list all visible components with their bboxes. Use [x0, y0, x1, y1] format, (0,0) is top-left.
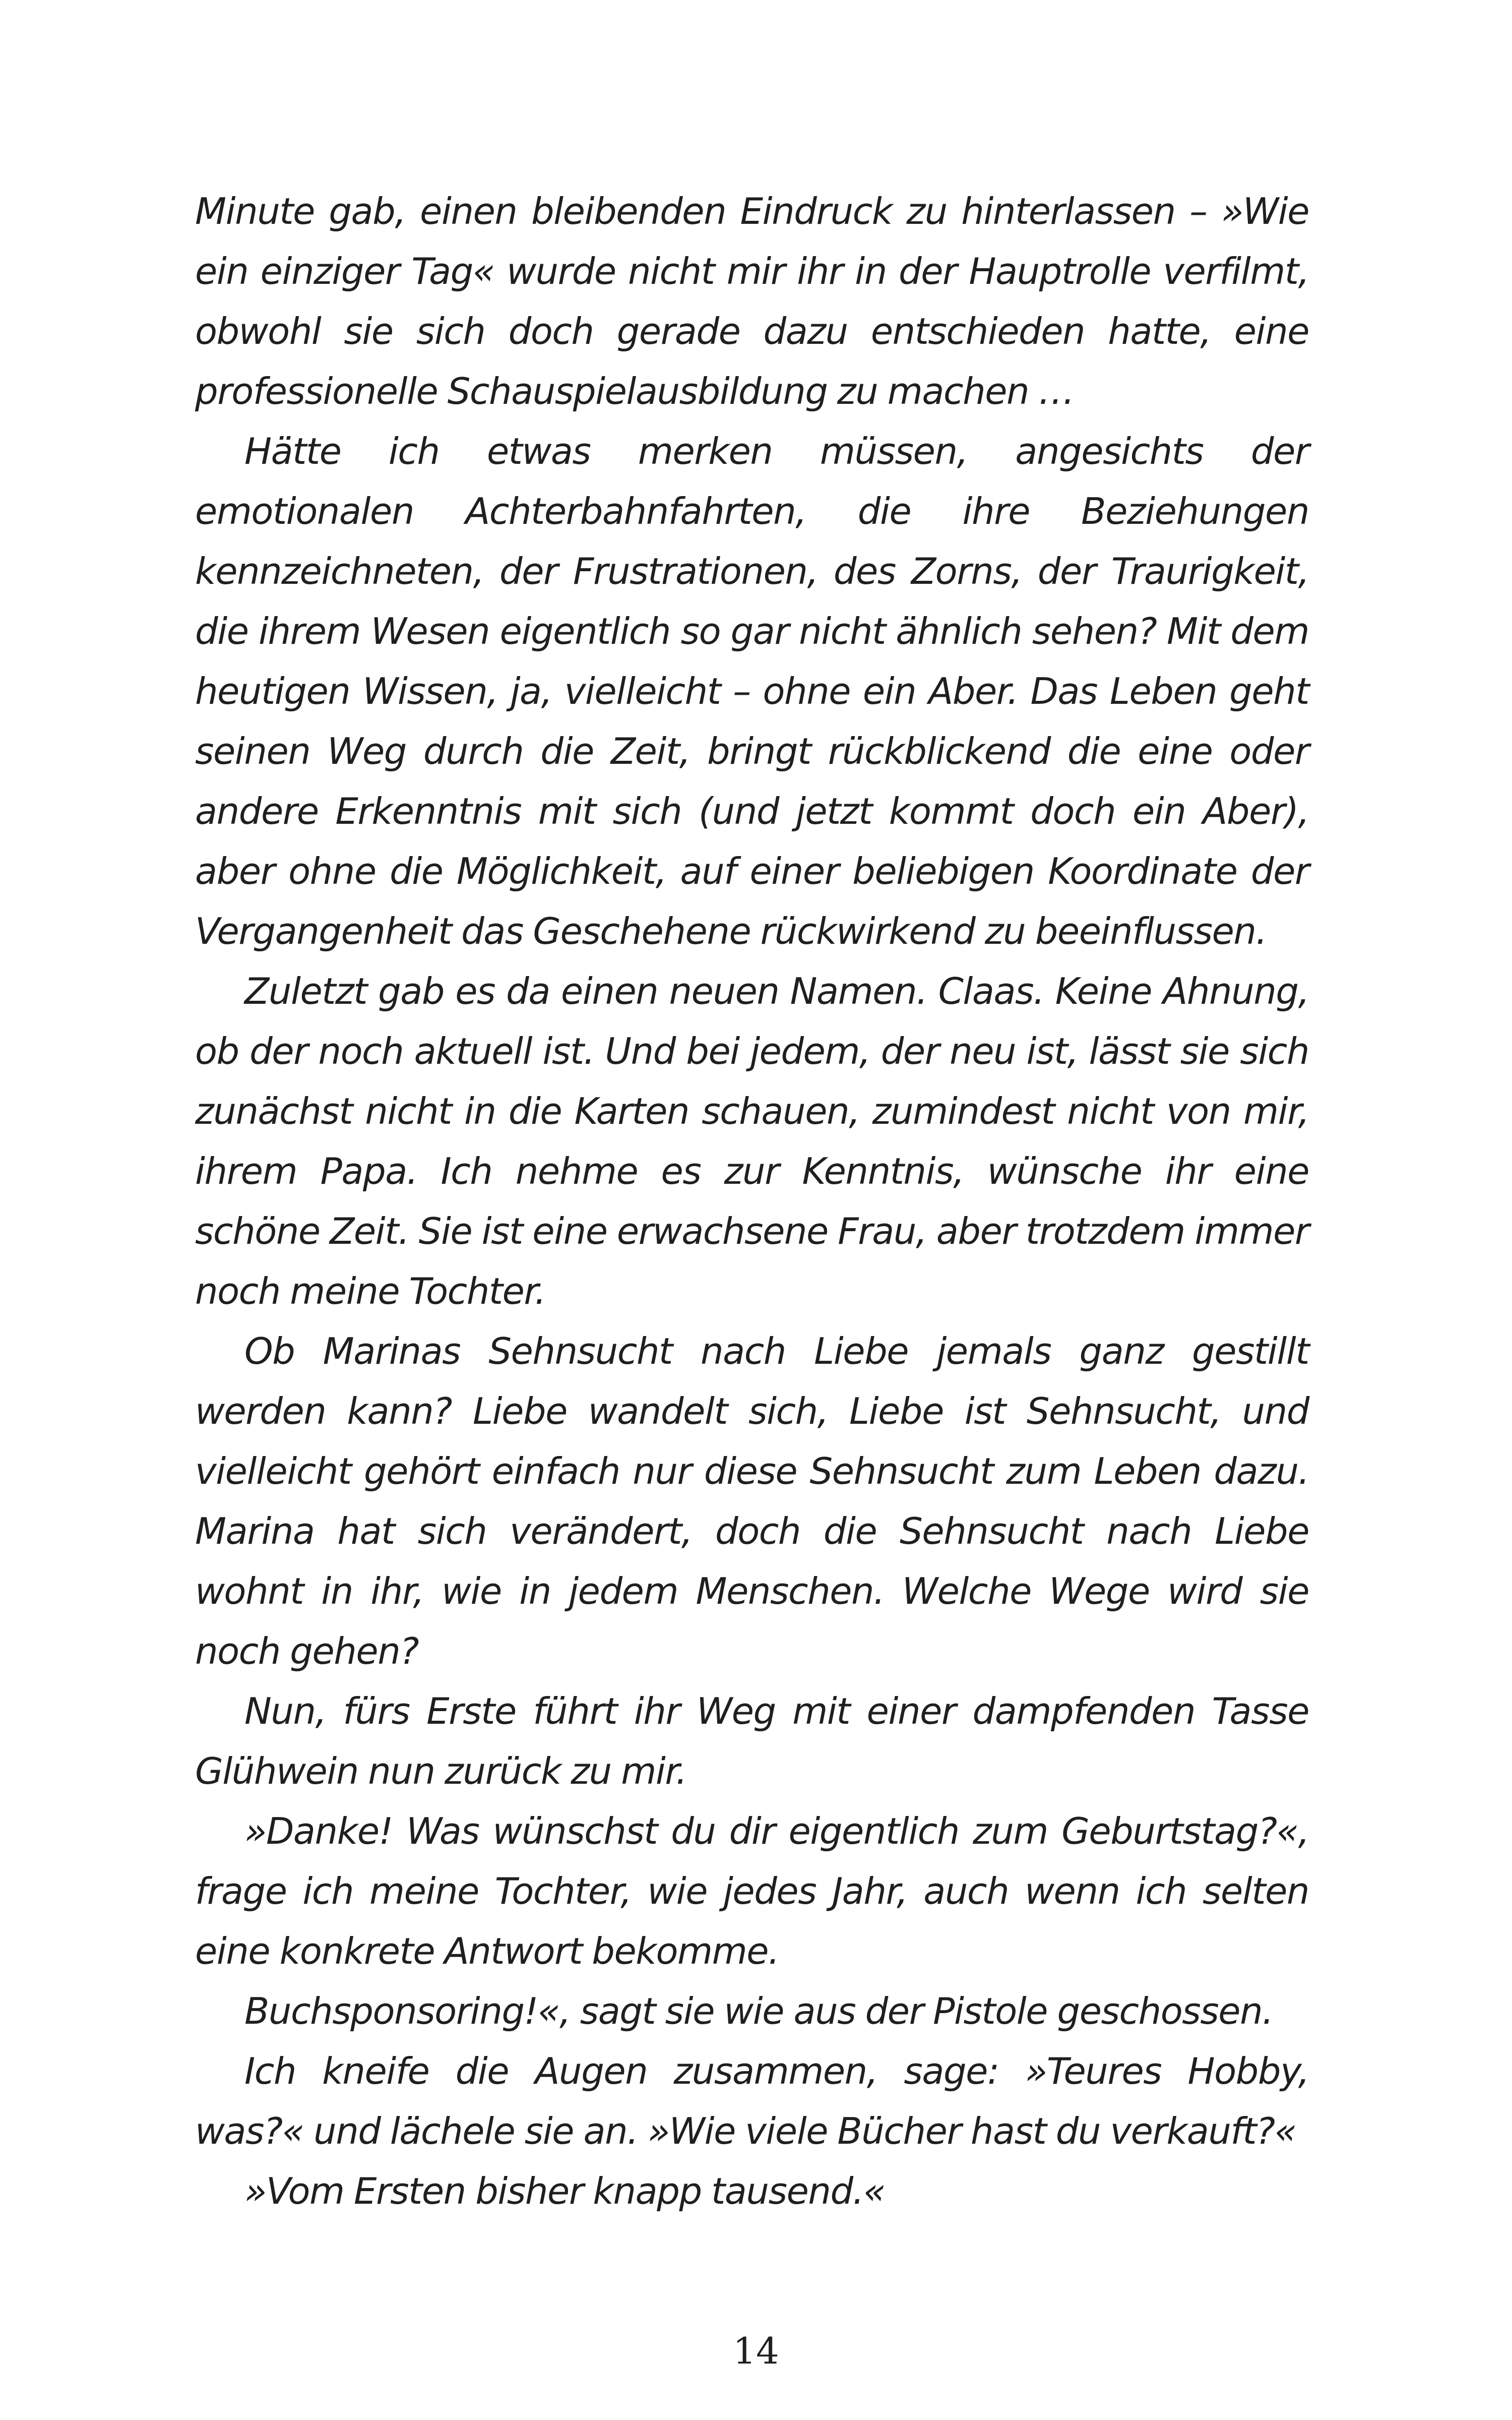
page-number: 14	[733, 2330, 779, 2372]
paragraph-1: Minute gab, einen bleibenden Eindruck zu hinterlassen – »Wie ein einziger Tag« wurde nicht mir ihr in der Hauptrolle verfilmt, obwohl sie sich doch gerade dazu entschieden hatte, eine professionelle Schauspielausbildung zu machen …	[195, 190, 1309, 412]
paragraph-7: Buchsponsoring!«, sagt sie wie aus der Pistole geschossen.	[244, 1990, 1273, 2032]
paragraph-9: »Vom Ersten bisher knapp tausend.«	[244, 2170, 886, 2212]
paragraph-4: Ob Marinas Sehnsucht nach Liebe jemals ganz gestillt werden kann? Liebe wandelt sich, Liebe ist Sehnsucht, und vielleicht gehört einfach nur diese Sehnsucht zum Leben dazu. Marina hat sich verändert, doch die Sehnsucht nach Liebe wohnt in ihr, wie in jedem Menschen. Welche Wege wird sie noch gehen?	[195, 1330, 1309, 1672]
paragraph-2: Hätte ich etwas merken müssen, angesichts der emotionalen Achterbahnfahrten, die ihre Beziehungen kennzeichneten, der Frustrationen, des Zorns, der Traurigkeit, die ihrem Wesen eigentlich so gar nicht ähnlich sehen? Mit dem heutigen Wissen, ja, vielleicht – ohne ein Aber. Das Leben geht seinen Weg durch die Zeit, bringt rückblickend die eine oder andere Erkenntnis mit sich (und jetzt kommt doch ein Aber), aber ohne die Möglichkeit, auf einer beliebigen Koordinate der Vergangenheit das Geschehene rückwirkend zu beeinflussen.	[195, 430, 1309, 952]
body-text	[195, 182, 1309, 2221]
paragraph-6: »Danke! Was wünschst du dir eigentlich zum Geburtstag?«, frage ich meine Tochter, wie jedes Jahr, auch wenn ich selten eine konkrete Antwort bekomme.	[195, 1810, 1309, 1972]
paragraph-8: Ich kneife die Augen zusammen, sage: »Teures Hobby, was?« und lächele sie an. »Wie viele Bücher hast du verkauft?«	[195, 2050, 1309, 2152]
paragraph-3: Zuletzt gab es da einen neuen Namen. Claas. Keine Ahnung, ob der noch aktuell ist. Und bei jedem, der neu ist, lässt sie sich zunächst nicht in die Karten schauen, zumindest nicht von mir, ihrem Papa. Ich nehme es zur Kenntnis, wünsche ihr eine schöne Zeit. Sie ist eine erwachsene Frau, aber trotzdem immer noch meine Tochter.	[195, 970, 1309, 1312]
paragraph-5: Nun, fürs Erste führt ihr Weg mit einer dampfenden Tasse Glühwein nun zurück zu mir.	[195, 1690, 1309, 1792]
